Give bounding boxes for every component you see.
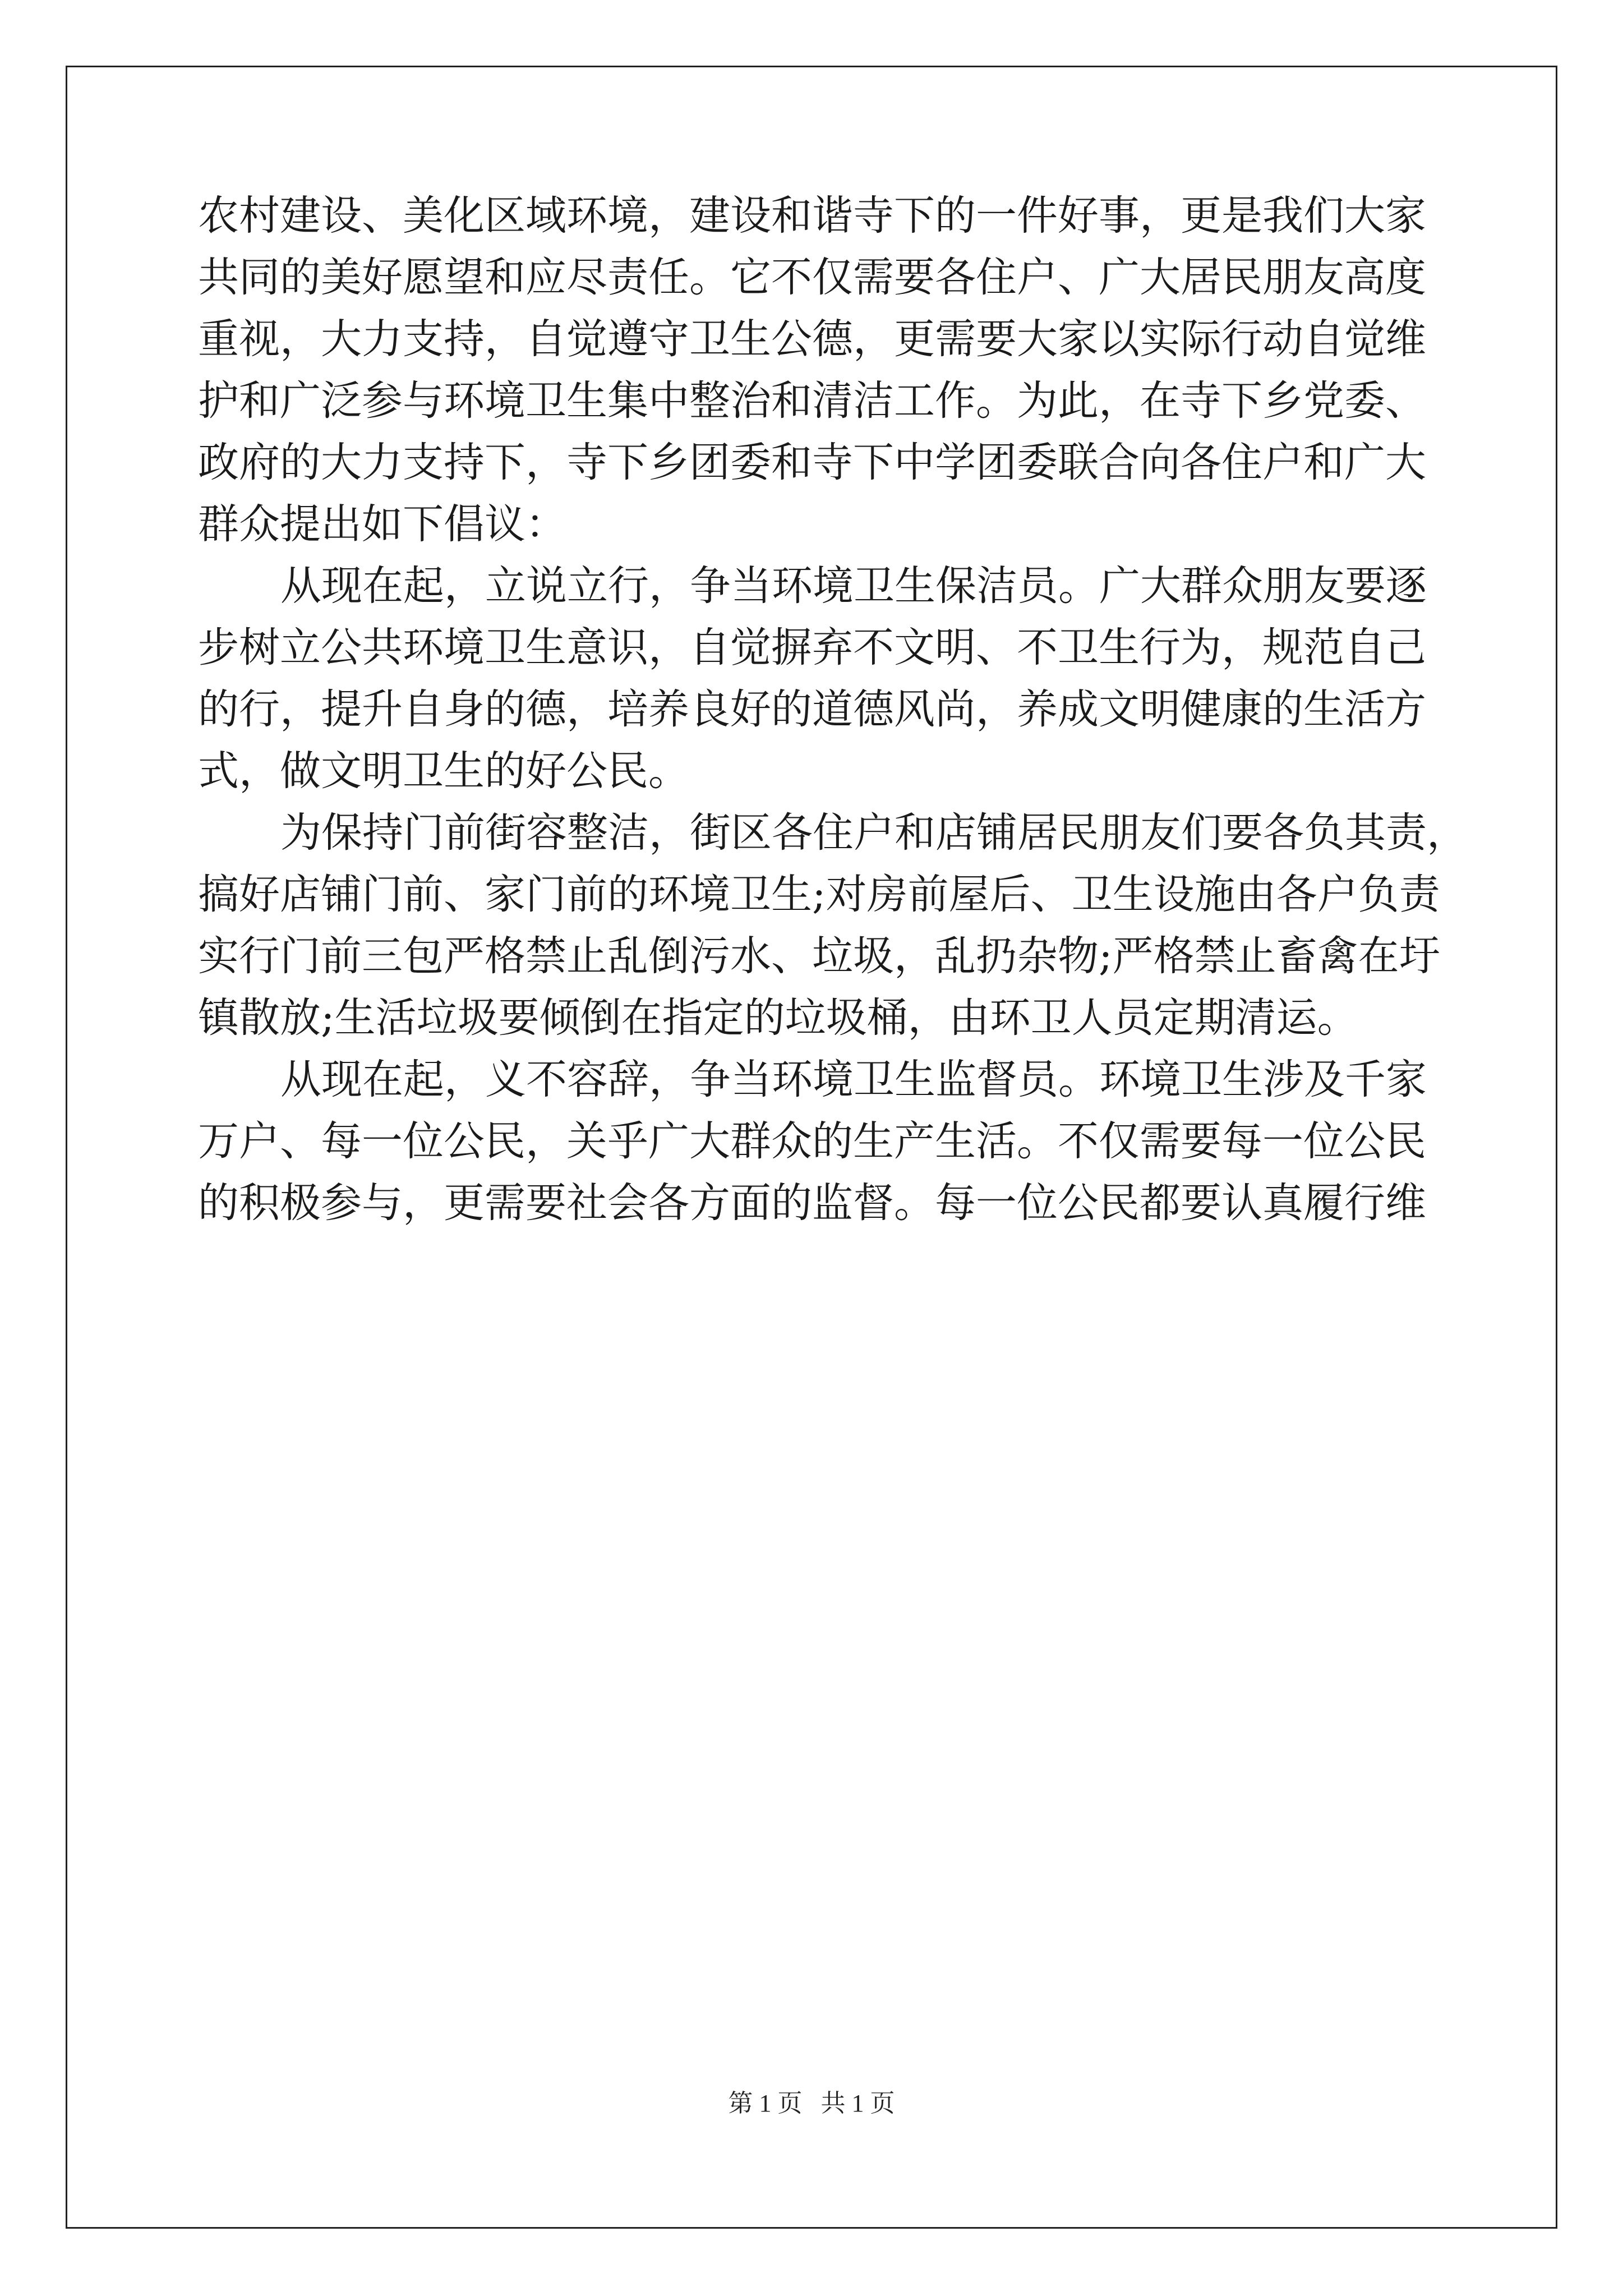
- text-line: 步树立公共环境卫生意识，自觉摒弃不文明、不卫生行为，规范自己: [198, 624, 1426, 671]
- text-line: 群众提出如下倡议：: [198, 500, 566, 548]
- text-line: 农村建设、美化区域环境，建设和谐寺下的一件好事，更是我们大家: [198, 192, 1426, 240]
- text-line: 镇散放;生活垃圾要倾倒在指定的垃圾桶，由环卫人员定期清运。: [198, 994, 1358, 1042]
- text-line: 的积极参与，更需要社会各方面的监督。每一位公民都要认真履行维: [198, 1179, 1426, 1227]
- text-line: 政府的大力支持下，寺下乡团委和寺下中学团委联合向各住户和广大: [198, 439, 1426, 486]
- text-line: 式，做文明卫生的好公民。: [198, 747, 689, 795]
- page-footer: [0, 2087, 1623, 2120]
- paragraph-first-line: 为保持门前街容整洁，街区各住户和店铺居民朋友们要各负其责，: [280, 809, 1468, 857]
- text-line: 万户、每一位公民，关乎广大群众的生产生活。不仅需要每一位公民: [198, 1117, 1426, 1165]
- text-line: 重视，大力支持，自觉遵守卫生公德，更需要大家以实际行动自觉维: [198, 315, 1426, 363]
- paragraph-first-line: 从现在起，立说立行，争当环境卫生保洁员。广大群众朋友要逐: [280, 562, 1427, 610]
- text-line: 实行门前三包严格禁止乱倒污水、垃圾，乱扔杂物;严格禁止畜禽在圩: [198, 932, 1440, 980]
- text-line: 搞好店铺门前、家门前的环境卫生;对房前屋后、卫生设施由各户负责: [198, 871, 1440, 918]
- text-line: 共同的美好愿望和应尽责任。它不仅需要各住户、广大居民朋友高度: [198, 254, 1426, 301]
- paragraph-first-line: 从现在起，义不容辞，争当环境卫生监督员。环境卫生涉及千家: [280, 1056, 1427, 1103]
- text-line: 护和广泛参与环境卫生集中整治和清洁工作。为此，在寺下乡党委、: [198, 377, 1426, 425]
- text-line: 的行，提升自身的德，培养良好的道德风尚，养成文明健康的生活方: [198, 685, 1426, 733]
- page-number-label: 第 1 页 共 1 页: [728, 2090, 895, 2117]
